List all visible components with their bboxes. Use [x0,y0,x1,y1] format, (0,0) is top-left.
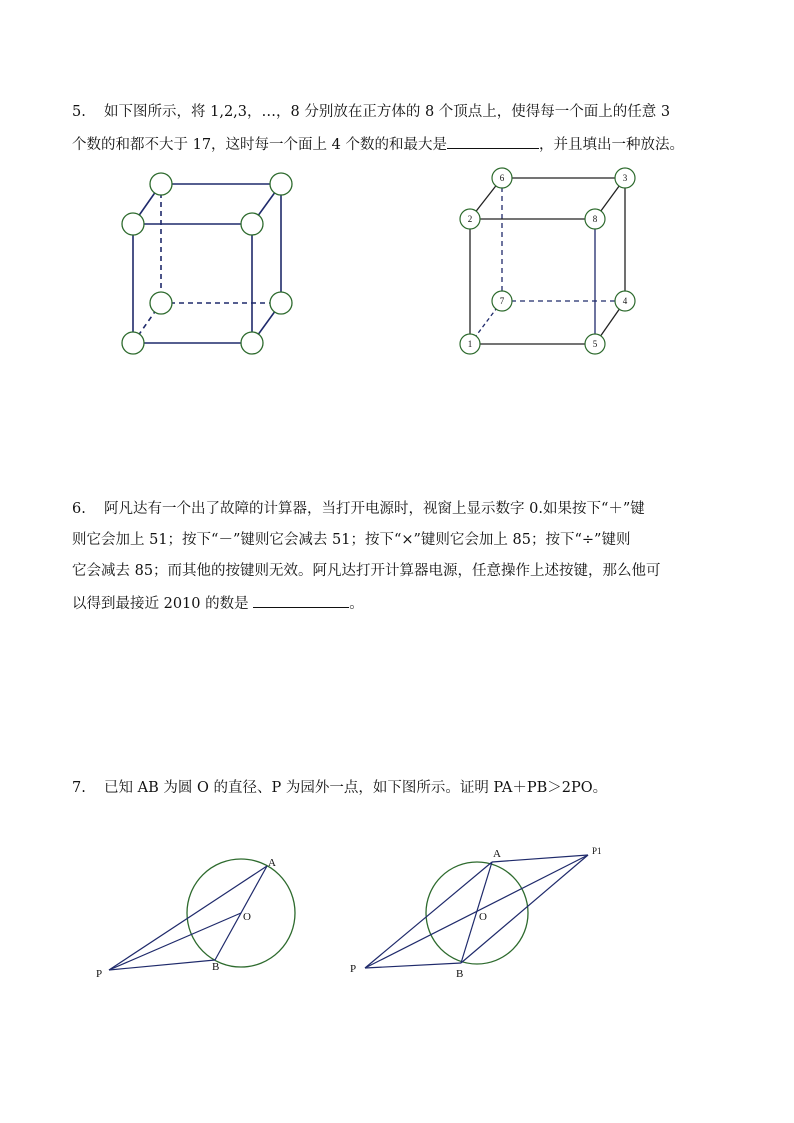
q7-figure-1 [96,857,295,980]
label-p: P [350,963,357,975]
cube-right-vertices [460,168,635,354]
cube-left-vertices [122,173,292,354]
vertex-circle [241,213,263,235]
q6-answer-blank[interactable] [253,593,349,608]
vertex-label: 1 [467,339,473,349]
label-o: O [479,911,487,923]
label-p1: P1 [592,846,602,856]
vertex-circle [241,332,263,354]
q7-line-1: 7. 已知 AB 为圆 O 的直径、P 为园外一点，如下图所示。证明 PA＋PB＞2PO。 [72,780,608,796]
vertex-circle [270,292,292,314]
vertex-label: 5 [592,339,598,349]
vertex-circle [270,173,292,195]
q7-figure-2 [350,846,602,980]
label-b: B [212,961,220,973]
label-b: B [456,968,464,980]
q5-line-1: 5. 如下图所示，将 1,2,3，…，8 分别放在正方体的 8 个顶点上，使得每一个面上的任意 3 [72,104,671,120]
vertex-label: 8 [592,214,598,224]
vertex-circle [122,213,144,235]
label-a: A [268,857,276,869]
q6-line-3: 它会减去 85；而其他的按键则无效。阿凡达打开计算器电源，任意操作上述按键，那么他可 [72,563,661,579]
vertex-label: 7 [499,296,505,306]
vertex-label: 4 [622,296,628,306]
q5-line-2: 个数的和都不大于 17，这时每一个面上 4 个数的和最大是 ，并且填出一种放法。 [72,134,684,155]
vertex-circle [150,173,172,195]
vertex-label: 3 [622,173,628,183]
label-p: P [96,968,103,980]
vertex-label: 2 [467,214,473,224]
cube-left [133,184,281,343]
q5-number: 5. [72,104,86,120]
q6-line-1: 6. 阿凡达有一个出了故障的计算器，当打开电源时，视窗上显示数字 0.如果按下“＋”键 [72,501,645,517]
label-a: A [493,848,501,860]
cube-right-labels [468,173,628,349]
vertex-circle [150,292,172,314]
label-o: O [243,911,251,923]
q6-line-2: 则它会加上 51；按下“－”键则它会减去 51；按下“×”键则它会加上 85；按下“÷”键则 [72,532,631,548]
vertex-circle [122,332,144,354]
q6-line-4: 以得到最接近 2010 的数是 。 [72,593,364,614]
q6-number: 6. [72,501,86,517]
cube-right [467,178,625,344]
vertex-label: 6 [499,173,505,183]
q7-number: 7. [72,780,86,796]
